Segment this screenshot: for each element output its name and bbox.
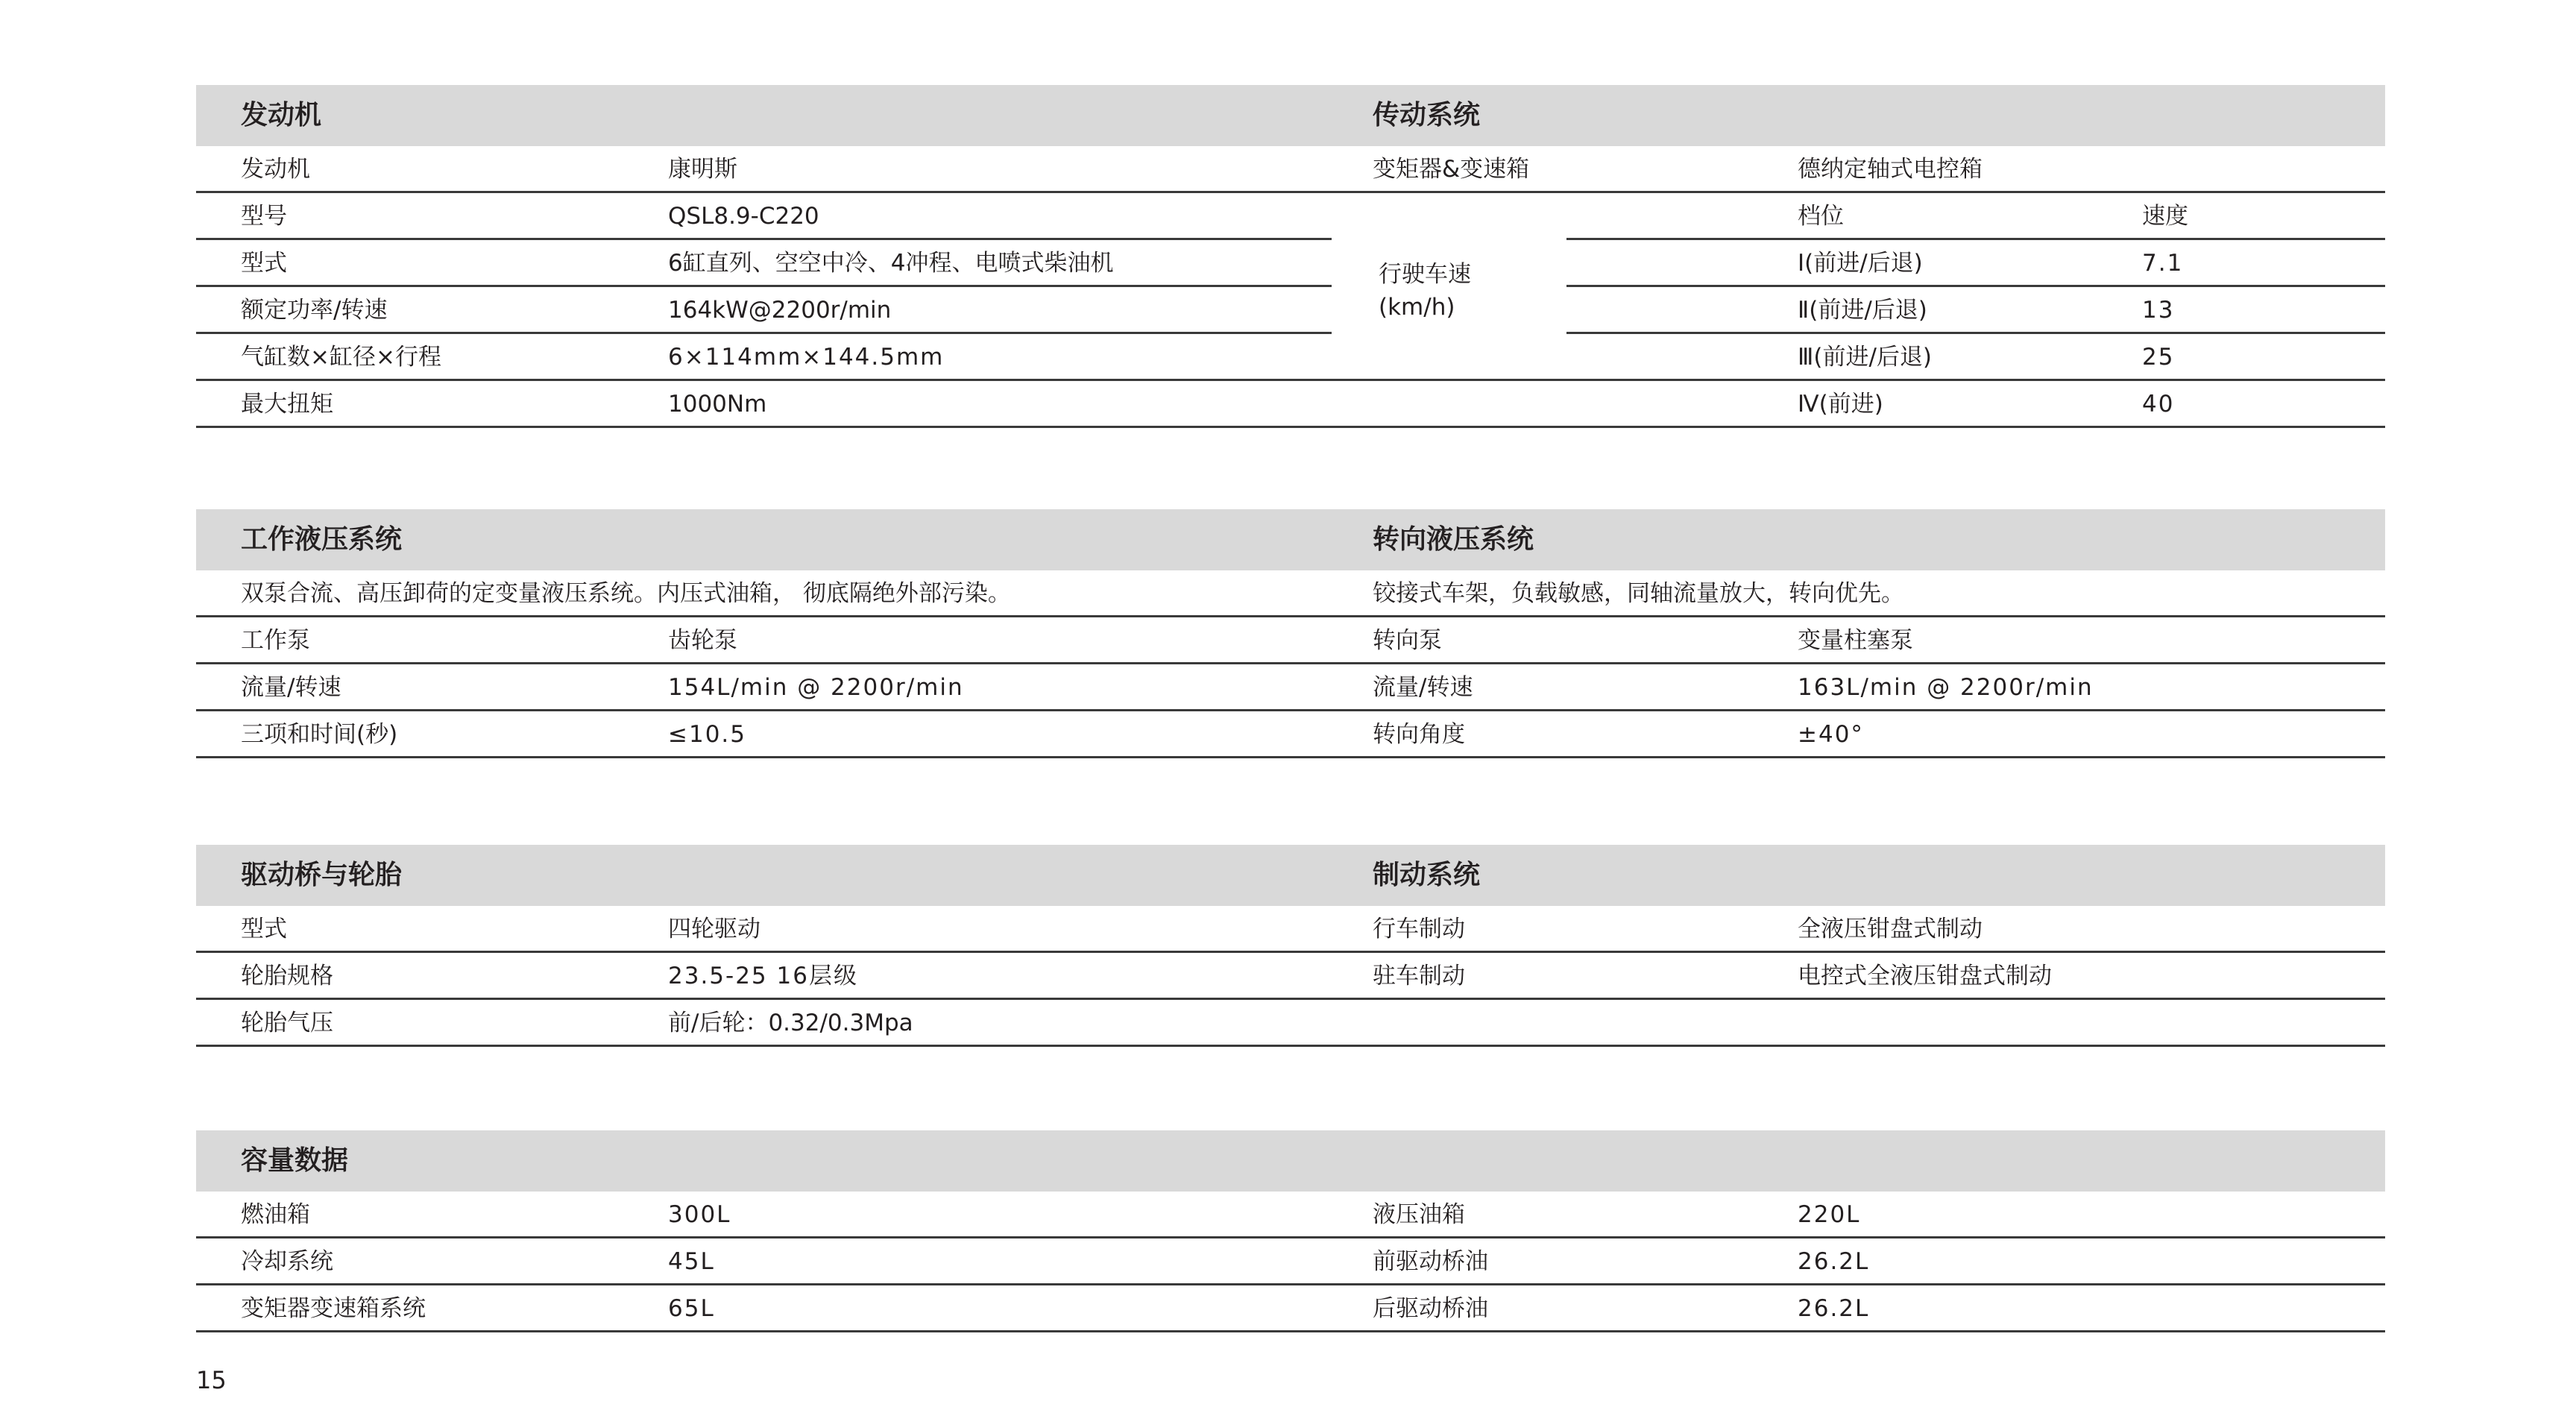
capacity-label: 燃油箱 (241, 1201, 310, 1228)
steering-hydraulic-value: 变量柱塞泵 (1798, 627, 1913, 654)
capacity-value: 26.2L (1798, 1248, 1870, 1275)
speed-cell: 7.1 (2142, 250, 2184, 277)
table-row (196, 146, 2385, 193)
work-hydraulic-description: 双泵合流、高压卸荷的定变量液压系统。内压式油箱， 彻底隔绝外部污染。 (241, 580, 1011, 607)
speed-unit: (km/h) (1379, 294, 1455, 321)
gear-cell: Ⅱ(前进/后退) (1798, 297, 1927, 324)
axle-value: 23.5-25 16层级 (668, 963, 858, 989)
table-row (196, 287, 2385, 334)
engine-label: 气缸数×缸径×行程 (241, 344, 441, 371)
work-hydraulic-value: 154L/min @ 2200r/min (668, 674, 964, 701)
capacity-label: 变矩器变速箱系统 (241, 1295, 426, 1322)
work-hydraulic-label: 工作泵 (241, 627, 310, 654)
table-row (196, 1192, 2385, 1238)
steering-hydraulic-label: 流量/转速 (1373, 674, 1473, 701)
capacity-title: 容量数据 (241, 1145, 349, 1176)
table-row (196, 953, 2385, 1000)
brake-label: 驻车制动 (1373, 963, 1465, 989)
steering-hydraulic-value: 163L/min @ 2200r/min (1798, 674, 2094, 701)
engine-value: 6缸直列、空空中冷、4冲程、电喷式柴油机 (668, 250, 1114, 277)
axle-brake-section (196, 845, 2385, 1047)
capacity-label: 冷却系统 (241, 1248, 333, 1275)
axle-label: 型式 (241, 916, 287, 942)
table-row (196, 1285, 2385, 1332)
engine-label: 发动机 (241, 156, 310, 183)
engine-value: 164kW@2200r/min (668, 297, 892, 324)
capacity-section (196, 1130, 2385, 1332)
steering-hydraulic-value: ±40° (1798, 721, 1864, 748)
brake-label: 行车制动 (1373, 916, 1465, 942)
speed-cell: 13 (2142, 297, 2175, 324)
work-hydraulic-label: 三项和时间(秒) (241, 721, 398, 748)
gear-header: 档位 (1798, 203, 1844, 230)
work-hydraulic-title: 工作液压系统 (241, 524, 403, 555)
speed-label: 行驶车速 (1379, 261, 1471, 288)
axle-tire-title: 驱动桥与轮胎 (241, 860, 403, 890)
table-row (196, 1000, 2385, 1047)
engine-value: 6×114mm×144.5mm (668, 344, 945, 371)
capacity-label: 液压油箱 (1373, 1201, 1465, 1228)
hydraulic-section (196, 509, 2385, 758)
steering-hydraulic-title: 转向液压系统 (1373, 524, 1534, 555)
transmission-title: 传动系统 (1373, 100, 1481, 130)
axle-label: 轮胎气压 (241, 1010, 333, 1036)
speed-header: 速度 (2142, 203, 2188, 230)
capacity-value: 65L (668, 1295, 715, 1322)
table-row (196, 193, 2385, 240)
gear-cell: Ⅰ(前进/后退) (1798, 250, 1923, 277)
engine-value: 1000Nm (668, 391, 767, 418)
engine-title: 发动机 (241, 100, 322, 130)
table-row (196, 1238, 2385, 1285)
brake-title: 制动系统 (1373, 860, 1481, 890)
engine-value: 康明斯 (668, 156, 737, 183)
engine-label: 型式 (241, 250, 287, 277)
brake-value: 全液压钳盘式制动 (1798, 916, 1983, 942)
capacity-value: 300L (668, 1201, 731, 1228)
table-row (196, 570, 2385, 617)
capacity-value: 26.2L (1798, 1295, 1870, 1322)
axle-label: 轮胎规格 (241, 963, 333, 989)
page-number: 15 (196, 1366, 227, 1394)
steering-hydraulic-label: 转向泵 (1373, 627, 1442, 654)
speed-cell: 40 (2142, 391, 2175, 418)
table-row (196, 617, 2385, 664)
engine-transmission-section (196, 85, 2385, 428)
gear-cell: Ⅲ(前进/后退) (1798, 344, 1933, 371)
capacity-label: 前驱动桥油 (1373, 1248, 1488, 1275)
converter-value: 德纳定轴式电控箱 (1798, 156, 1983, 183)
section-header (196, 1130, 2385, 1192)
table-row (196, 381, 2385, 428)
capacity-label: 后驱动桥油 (1373, 1295, 1488, 1322)
capacity-value: 220L (1798, 1201, 1861, 1228)
steering-hydraulic-description: 铰接式车架，负载敏感，同轴流量放大，转向优先。 (1373, 580, 1904, 607)
section-header (196, 845, 2385, 906)
steering-hydraulic-label: 转向角度 (1373, 721, 1465, 748)
engine-label: 最大扭矩 (241, 391, 333, 418)
section-header (196, 85, 2385, 146)
table-row (196, 664, 2385, 711)
engine-label: 额定功率/转速 (241, 297, 388, 324)
capacity-value: 45L (668, 1248, 715, 1275)
table-row (196, 240, 2385, 287)
converter-label: 变矩器&变速箱 (1373, 156, 1530, 183)
speed-cell: 25 (2142, 344, 2175, 371)
brake-value: 电控式全液压钳盘式制动 (1798, 963, 2052, 989)
table-row (196, 711, 2385, 758)
work-hydraulic-value: ≤10.5 (668, 721, 746, 748)
engine-label: 型号 (241, 203, 287, 230)
table-row (196, 334, 2385, 381)
section-header (196, 509, 2385, 570)
engine-value: QSL8.9-C220 (668, 203, 819, 230)
gear-cell: Ⅳ(前进) (1798, 391, 1883, 418)
work-hydraulic-value: 齿轮泵 (668, 627, 737, 654)
table-row (196, 906, 2385, 953)
axle-value: 四轮驱动 (668, 916, 760, 942)
work-hydraulic-label: 流量/转速 (241, 674, 341, 701)
axle-value: 前/后轮：0.32/0.3Mpa (668, 1010, 913, 1036)
